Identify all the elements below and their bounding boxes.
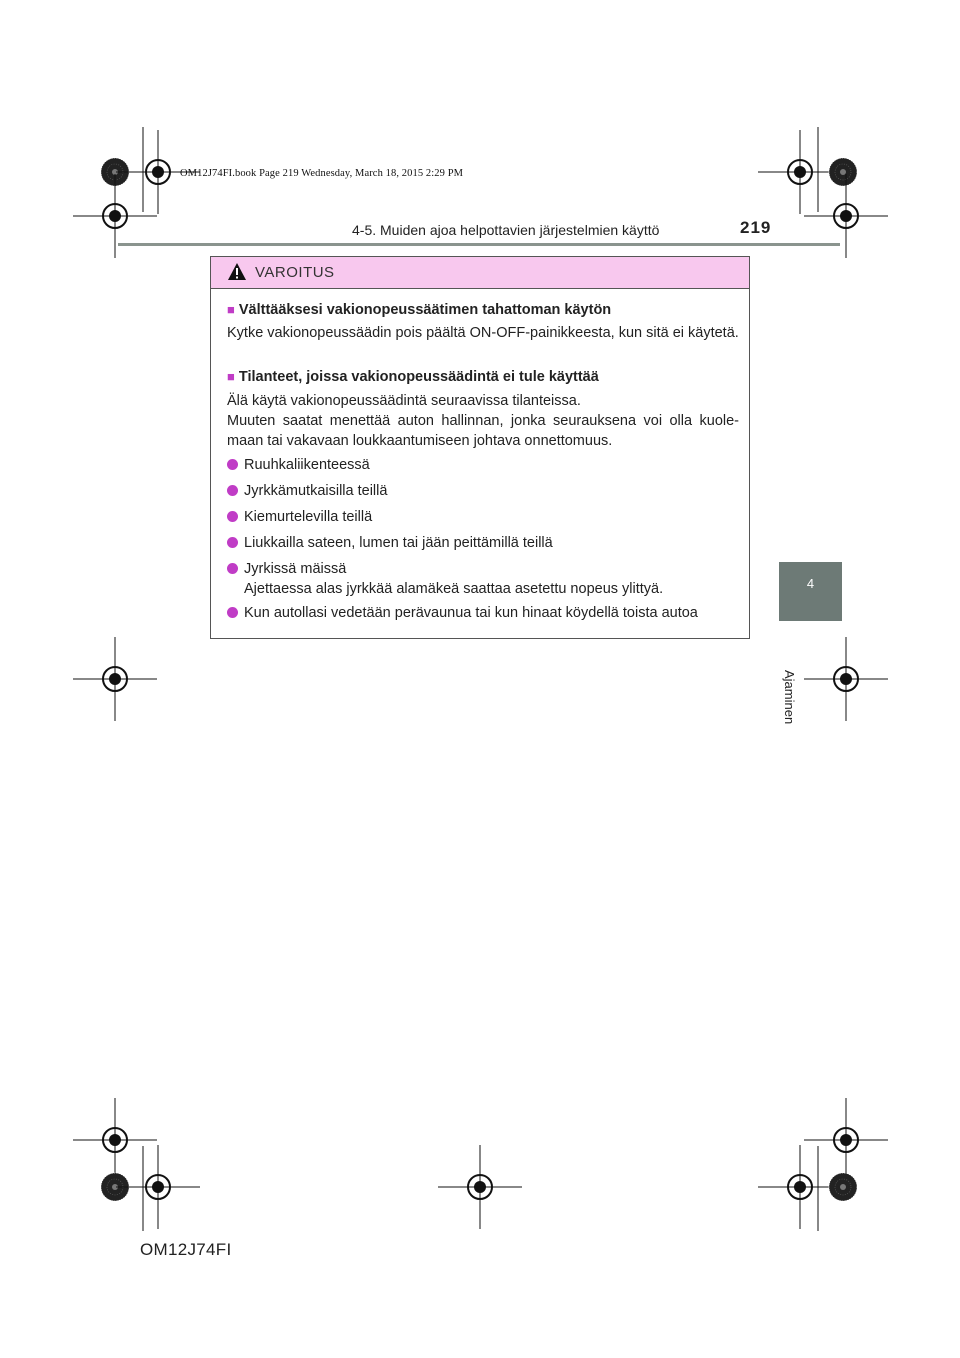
registration-mark-icon: [73, 1098, 157, 1182]
list-item: Ruuhkaliikenteessä: [227, 455, 739, 475]
registration-mark-icon: [116, 1145, 200, 1229]
round-bullet-icon: [227, 537, 238, 548]
section-heading: ■ Tilanteet, joissa vakionopeussäädintä ei tule käyttää: [227, 369, 599, 385]
print-stamp: OM12J74FI.book Page 219 Wednesday, March 18, 2015 2:29 PM: [180, 168, 464, 179]
list-item: Kiemurtelevilla teillä: [227, 507, 739, 527]
warning-header: [211, 257, 749, 289]
warning-box: [210, 256, 750, 639]
document-code: OM12J74FI: [140, 1240, 232, 1259]
section-heading: ■ Välttääksesi vakionopeussäätimen tahattoman käytön: [227, 302, 612, 318]
starburst-mark-icon: [829, 1173, 857, 1201]
header-rule: [118, 243, 840, 246]
section-body: Kytke vakionopeussäädin pois päältä ON-OFF-painikkeesta, kun sitä ei käytetä.: [227, 325, 739, 341]
registration-mark-icon: [438, 1145, 522, 1229]
page-number: 219: [740, 218, 772, 237]
list-item: Liukkailla sateen, lumen tai jään peittämillä teillä: [227, 533, 739, 553]
section-body-line: Älä käytä vakionopeussäädintä seuraavissa tilanteissa.: [227, 393, 581, 409]
round-bullet-icon: [227, 607, 238, 618]
warning-title: VAROITUS: [255, 264, 335, 281]
chapter-tab: [779, 562, 842, 621]
round-bullet-icon: [227, 563, 238, 574]
list-item: Jyrkissä mäissä Ajettaessa alas jyrkkää alamäkeä saattaa asetettu nopeus ylittyä.: [227, 559, 739, 599]
round-bullet-icon: [227, 459, 238, 470]
square-bullet-icon: ■: [227, 302, 235, 317]
list-item-detail: Ajettaessa alas jyrkkää alamäkeä saattaa asetettu nopeus ylittyä.: [244, 581, 664, 597]
registration-mark-icon: [804, 637, 888, 721]
chapter-label: Ajaminen: [782, 670, 797, 725]
list-item: Kun autollasi vedetään perävaunua tai kun hinaat köydellä toista autoa: [227, 603, 739, 623]
starburst-mark-icon: [829, 158, 857, 186]
list-item: Jyrkkämutkaisilla teillä: [227, 481, 739, 501]
warning-triangle-icon: [227, 262, 247, 281]
registration-mark-icon: [73, 637, 157, 721]
registration-mark-icon: [804, 1098, 888, 1182]
chapter-number: 4: [806, 576, 815, 591]
section-body-line: Muuten saatat menettää auton hallinnan, jonka seurauksena voi olla kuole-maan tai vakavaan loukkaantumiseen johtava onnettomuus.: [227, 413, 739, 449]
round-bullet-icon: [227, 511, 238, 522]
round-bullet-icon: [227, 485, 238, 496]
section-title: 4-5. Muiden ajoa helpottavien järjestelmien käyttö: [352, 222, 660, 238]
square-bullet-icon: ■: [227, 369, 235, 384]
